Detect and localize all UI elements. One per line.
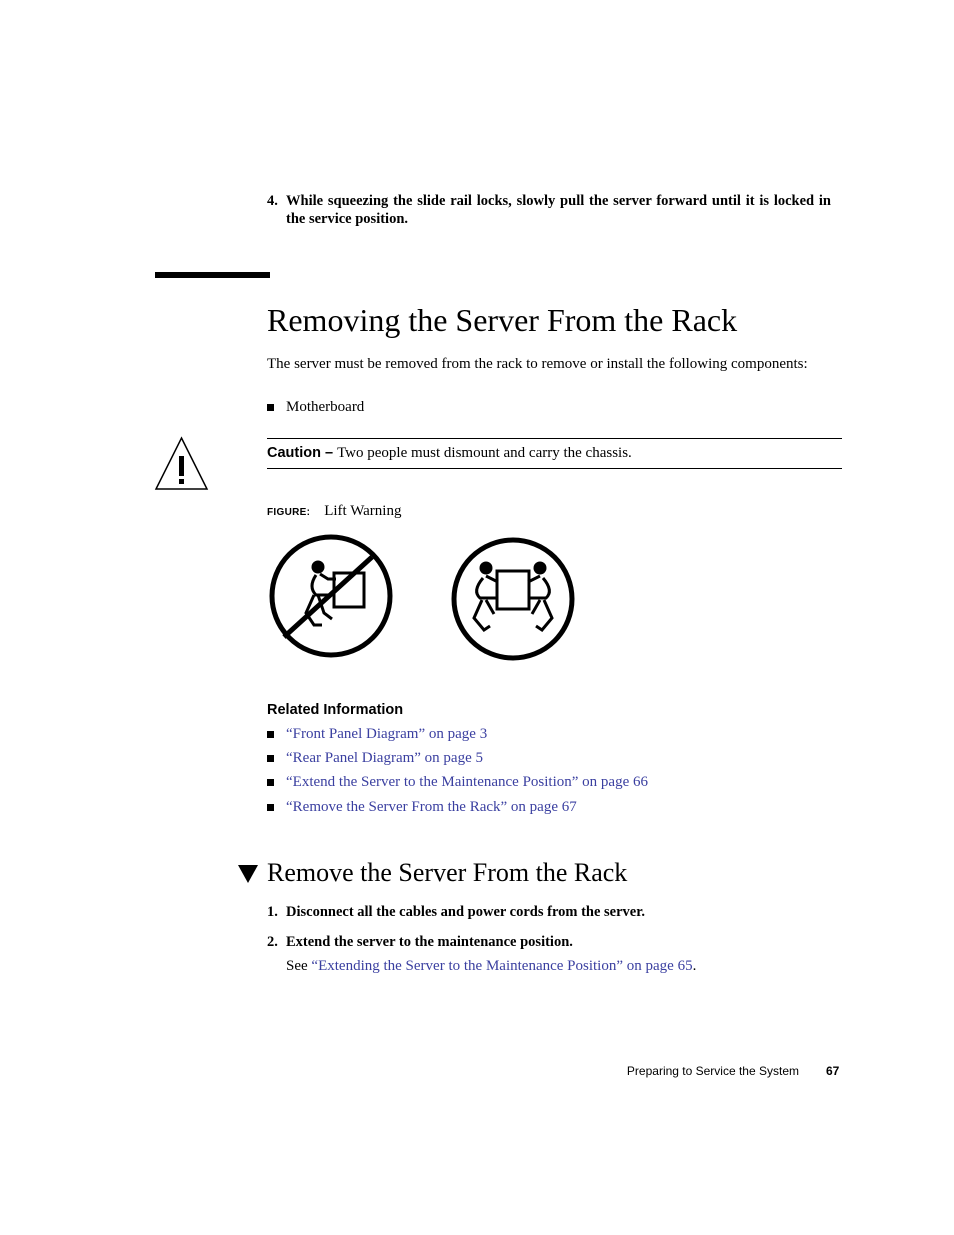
see-prefix: See — [286, 958, 308, 974]
procedure-title: Remove the Server From the Rack — [267, 858, 628, 887]
footer-page-number: 67 — [826, 1064, 840, 1078]
bullet-marker — [267, 779, 274, 786]
section-rule — [155, 272, 270, 278]
caution-text-line — [267, 444, 632, 462]
two-person-lift-icon — [450, 536, 576, 662]
procedure-step-2-text: Extend the server to the maintenance position. — [286, 934, 573, 950]
procedure-step-1-number: 1. — [267, 904, 278, 920]
procedure-see-line — [286, 957, 696, 975]
related-link-rear-panel[interactable]: “Rear Panel Diagram” on page 5 — [286, 750, 483, 766]
section-intro: The server must be removed from the rack to remove or install the following components: — [267, 356, 808, 372]
figure-caption-text: Lift Warning — [324, 503, 402, 519]
see-suffix: . — [692, 958, 697, 974]
step-4-number: 4. — [267, 193, 278, 209]
bullet-marker — [267, 804, 274, 811]
footer-chapter: Preparing to Service the System — [626, 1064, 799, 1078]
see-link-extending-server[interactable]: “Extending the Server to the Maintenance Position” on page 65 — [311, 958, 693, 974]
figure-label: FIGURE: — [267, 507, 311, 518]
related-link-extend-server[interactable]: “Extend the Server to the Maintenance Position” on page 66 — [286, 774, 648, 790]
caution-label: Caution – — [267, 445, 334, 461]
related-link-front-panel[interactable]: “Front Panel Diagram” on page 3 — [286, 726, 488, 742]
bullet-marker — [267, 731, 274, 738]
single-lift-prohibited-icon — [268, 533, 394, 659]
caution-text: Two people must dismount and carry the chassis. — [337, 445, 632, 461]
procedure-step-2-number: 2. — [267, 934, 278, 950]
related-info-heading: Related Information — [267, 702, 404, 718]
section-title: Removing the Server From the Rack — [267, 302, 738, 338]
related-link-remove-server[interactable]: “Remove the Server From the Rack” on page 67 — [286, 799, 577, 815]
caution-triangle-icon — [154, 436, 209, 491]
bullet-marker — [267, 755, 274, 762]
step-4-text: While squeezing the slide rail locks, slowly pull the server forward until it is locked in the service position. — [286, 193, 831, 227]
caution-bottom-rule — [267, 468, 842, 469]
caution-top-rule — [267, 438, 842, 439]
procedure-triangle-icon — [237, 864, 259, 884]
bullet-marker — [267, 404, 274, 411]
component-label: Motherboard — [286, 399, 365, 415]
figure-caption — [267, 502, 401, 522]
procedure-step-1-text: Disconnect all the cables and power cords from the server. — [286, 904, 645, 920]
